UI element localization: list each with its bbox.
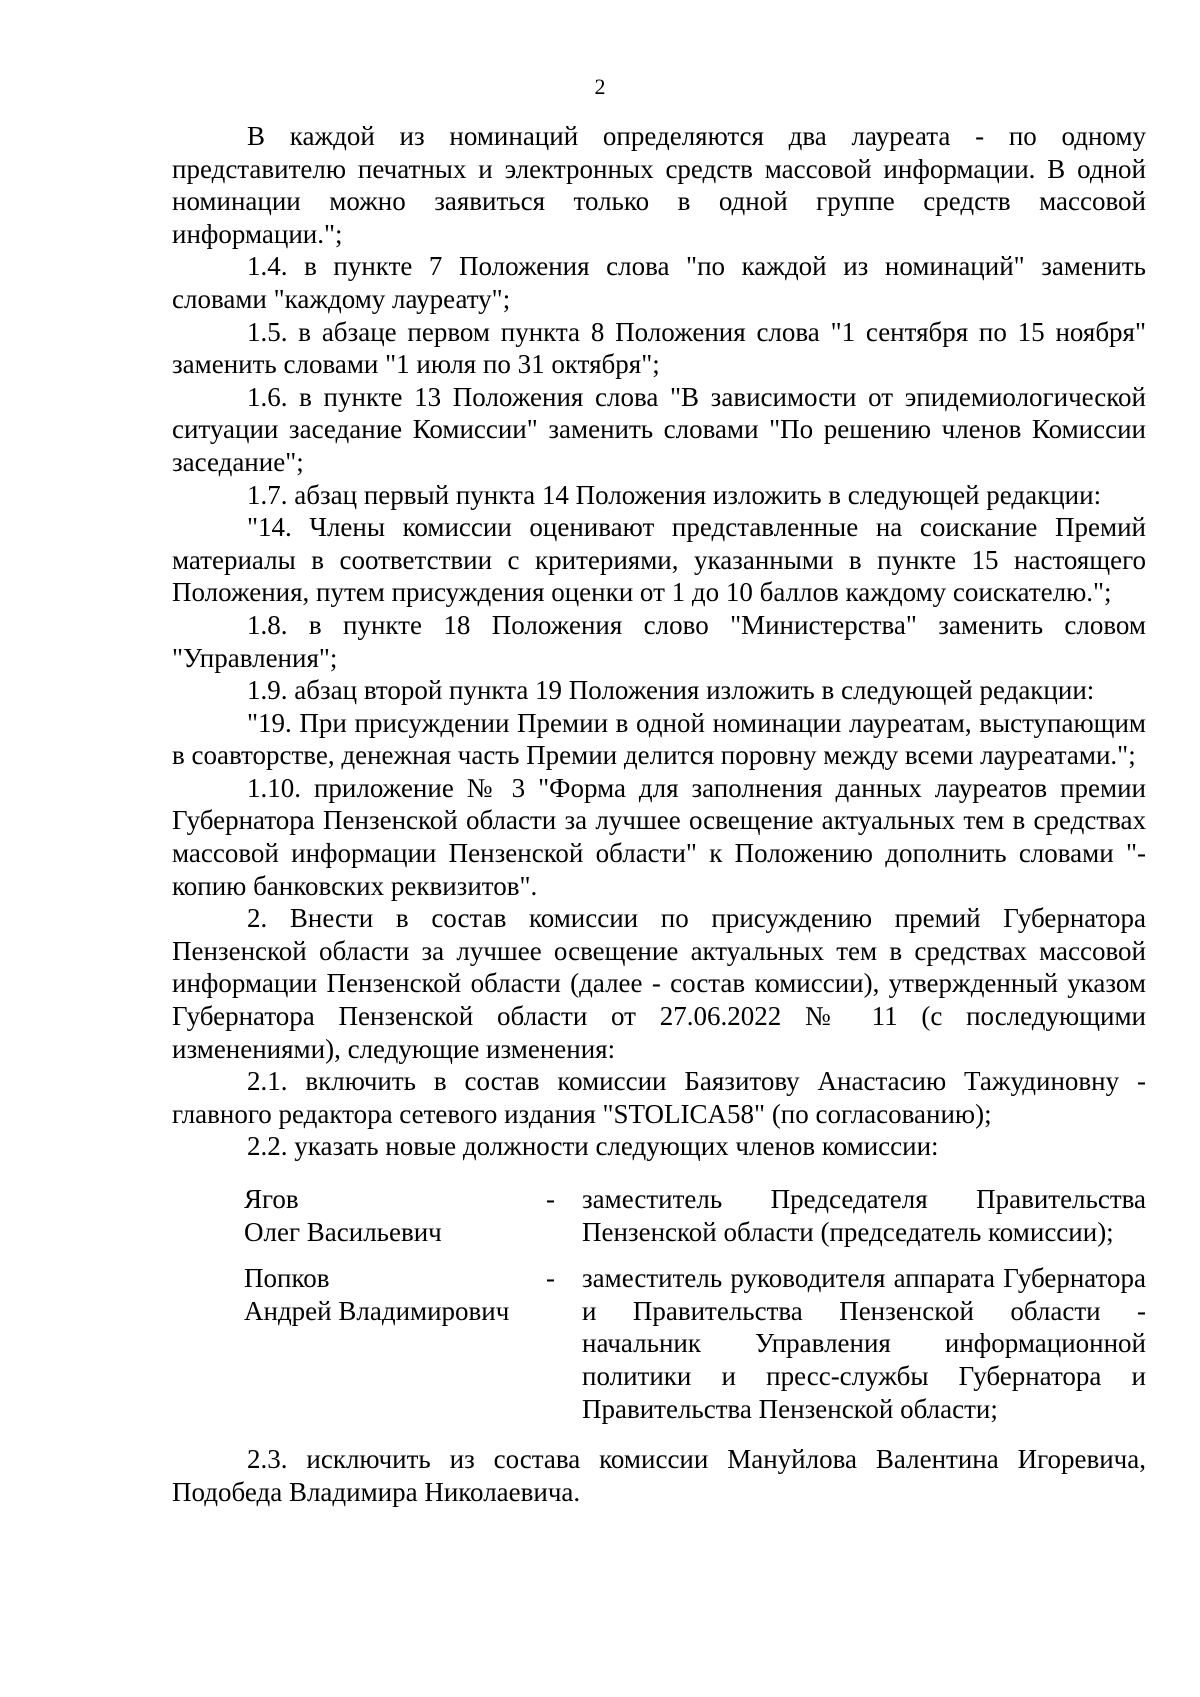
paragraph-1-9: 1.9. абзац второй пункта 19 Положения изложить в следующей редакции:	[247, 675, 1095, 706]
member-name	[172, 1262, 546, 1425]
member-surname: Попков	[244, 1263, 330, 1294]
member-position: заместитель Председателя Правительства Пензенской области (председатель комиссии);	[582, 1184, 1146, 1247]
paragraph-2: 2. Внести в состав комиссии по присуждению премий Губернатора Пензенской области за лучшее освещение актуальных тем в средствах массовой информации Пензенской области (далее - состав комиссии), утвержденный указом Губернатора Пензенской области от 27.06.2022 № 11 (с последующими изменениями), следующие изменения:	[172, 903, 1146, 1064]
member-given-names: Олег Васильевич	[244, 1216, 442, 1247]
member-row	[172, 1183, 1146, 1248]
paragraph-clause-14: "14. Члены комиссии оценивают представленные на соискание Премий материалы в соответствии с критериями, указанными в пункте 15 настоящего Положения, путем присуждения оценки от 1 до 10 баллов каждому соискателю.";	[172, 512, 1146, 608]
paragraph-2-1: 2.1. включить в состав комиссии Баязитову Анастасию Тажудиновну - главного редактора сетевого издания "STOLICA58" (по согласованию);	[172, 1066, 1146, 1129]
paragraph-1-4: 1.4. в пункте 7 Положения слова "по каждой из номинаций" заменить словами "каждому лауреату";	[172, 251, 1146, 314]
paragraph-1-10: 1.10. приложение № 3 "Форма для заполнения данных лауреатов премии Губернатора Пензенской области за лучшее освещение актуальных тем в средствах массовой информации Пензенской области" к Положению дополнить словами "- копию банковских реквизитов".	[172, 772, 1146, 901]
page-number: 2	[594, 74, 606, 99]
members-list	[172, 1183, 1146, 1425]
member-row	[172, 1262, 1146, 1425]
member-position: заместитель руководителя аппарата Губернатора и Правительства Пензенской области - начальник Управления информационной политики и пресс-службы Губернатора и Правительства Пензенской области;	[582, 1263, 1146, 1424]
member-dash: -	[546, 1263, 555, 1294]
member-dash: -	[546, 1184, 555, 1214]
document-body	[172, 120, 1146, 1508]
paragraph-2-2: 2.2. указать новые должности следующих членов комиссии:	[247, 1131, 939, 1162]
paragraph-1-5: 1.5. в абзаце первом пункта 8 Положения слова "1 сентября по 15 ноября" заменить словами "1 июля по 31 октября";	[172, 316, 1146, 380]
paragraph-2-3: 2.3. исключить из состава комиссии Мануйлова Валентина Игоревича, Подобеда Владимира Николаевича.	[172, 1444, 1146, 1507]
paragraph-nominations: В каждой из номинаций определяются два лауреата - по одному представителю печатных и электронных средств массовой информации. В одной номинации можно заявиться только в одной группе средств массовой информации.";	[172, 121, 1146, 249]
paragraph-1-7: 1.7. абзац первый пункта 14 Положения изложить в следующей редакции:	[247, 479, 1102, 510]
paragraph-clause-19: "19. При присуждении Премии в одной номинации лауреатам, выступающим в соавторстве, денежная часть Премии делится поровну между всеми лауреатами.";	[172, 707, 1146, 771]
paragraph-1-6: 1.6. в пункте 13 Положения слова "В зависимости от эпидемиологической ситуации заседание Комиссии" заменить словами "По решению членов Комиссии заседание";	[172, 381, 1146, 477]
member-name	[172, 1183, 546, 1248]
member-given-names: Андрей Владимирович	[244, 1295, 510, 1326]
member-surname: Ягов	[244, 1184, 299, 1214]
paragraph-1-8: 1.8. в пункте 18 Положения слово "Министерства" заменить словом "Управления";	[172, 609, 1146, 673]
